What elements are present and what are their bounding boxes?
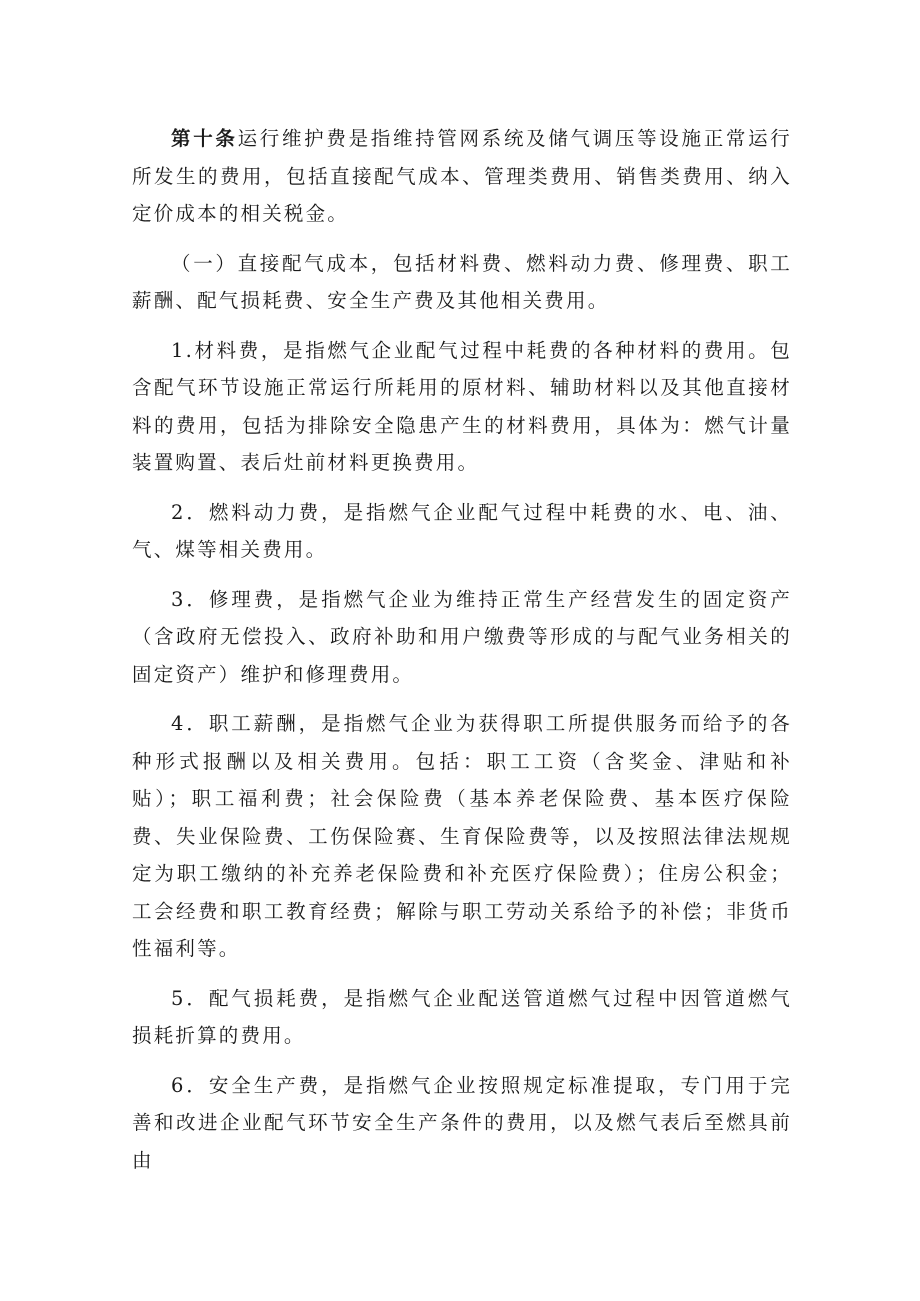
item-paragraph-2: 2．燃料动力费，是指燃气企业配气过程中耗费的水、电、油、气、煤等相关费用。 — [132, 500, 792, 561]
section-one-paragraph: （一）直接配气成本，包括材料费、燃料动力费、修理费、职工薪酬、配气损耗费、安全生产费及其他相关费用。 — [132, 251, 792, 312]
item-paragraph-5: 5．配气损耗费，是指燃气企业配送管道燃气过程中因管道燃气损耗折算的费用。 — [132, 986, 792, 1047]
item-paragraph-6: 6．安全生产费，是指燃气企业按照规定标准提取，专门用于完善和改进企业配气环节安全生产条件的费用，以及燃气表后至燃具前由 — [132, 1073, 792, 1172]
item-paragraph-3: 3．修理费，是指燃气企业为维持正常生产经营发生的固定资产（含政府无偿投入、政府补助和用户缴费等形成的与配气业务相关的固定资产）维护和修理费用。 — [132, 587, 792, 686]
document-page — [132, 120, 792, 1191]
article-intro: 运行维护费是指维持管网系统及储气调压等设施正常运行所发生的费用，包括直接配气成本、管理类费用、销售类费用、纳入定价成本的相关税金。 — [132, 127, 792, 225]
item-paragraph-4: 4．职工薪酬，是指燃气企业为获得职工所提供服务而给予的各种形式报酬以及相关费用。包括：职工工资（含奖金、津贴和补贴）；职工福利费；社会保险费（基本养老保险费、基本医疗保险费、失业保险费、工伤保险赛、生育保险费等，以及按照法律法规规定为职工缴纳的补充养老保险费和补充医疗保险费）；住房公积金；工会经费和职工教育经费；解除与职工劳动关系给予的补偿；非货币性福利等。 — [132, 712, 792, 960]
article-heading: 第十条 — [171, 127, 238, 150]
article-paragraph — [132, 120, 792, 233]
item-paragraph-1: 1.材料费，是指燃气企业配气过程中耗费的各种材料的费用。包含配气环节设施正常运行所耗用的原材料、辅助材料以及其他直接材料的费用，包括为排除安全隐患产生的材料费用，具体为：燃气计量装置购置、表后灶前材料更换费用。 — [132, 338, 792, 474]
